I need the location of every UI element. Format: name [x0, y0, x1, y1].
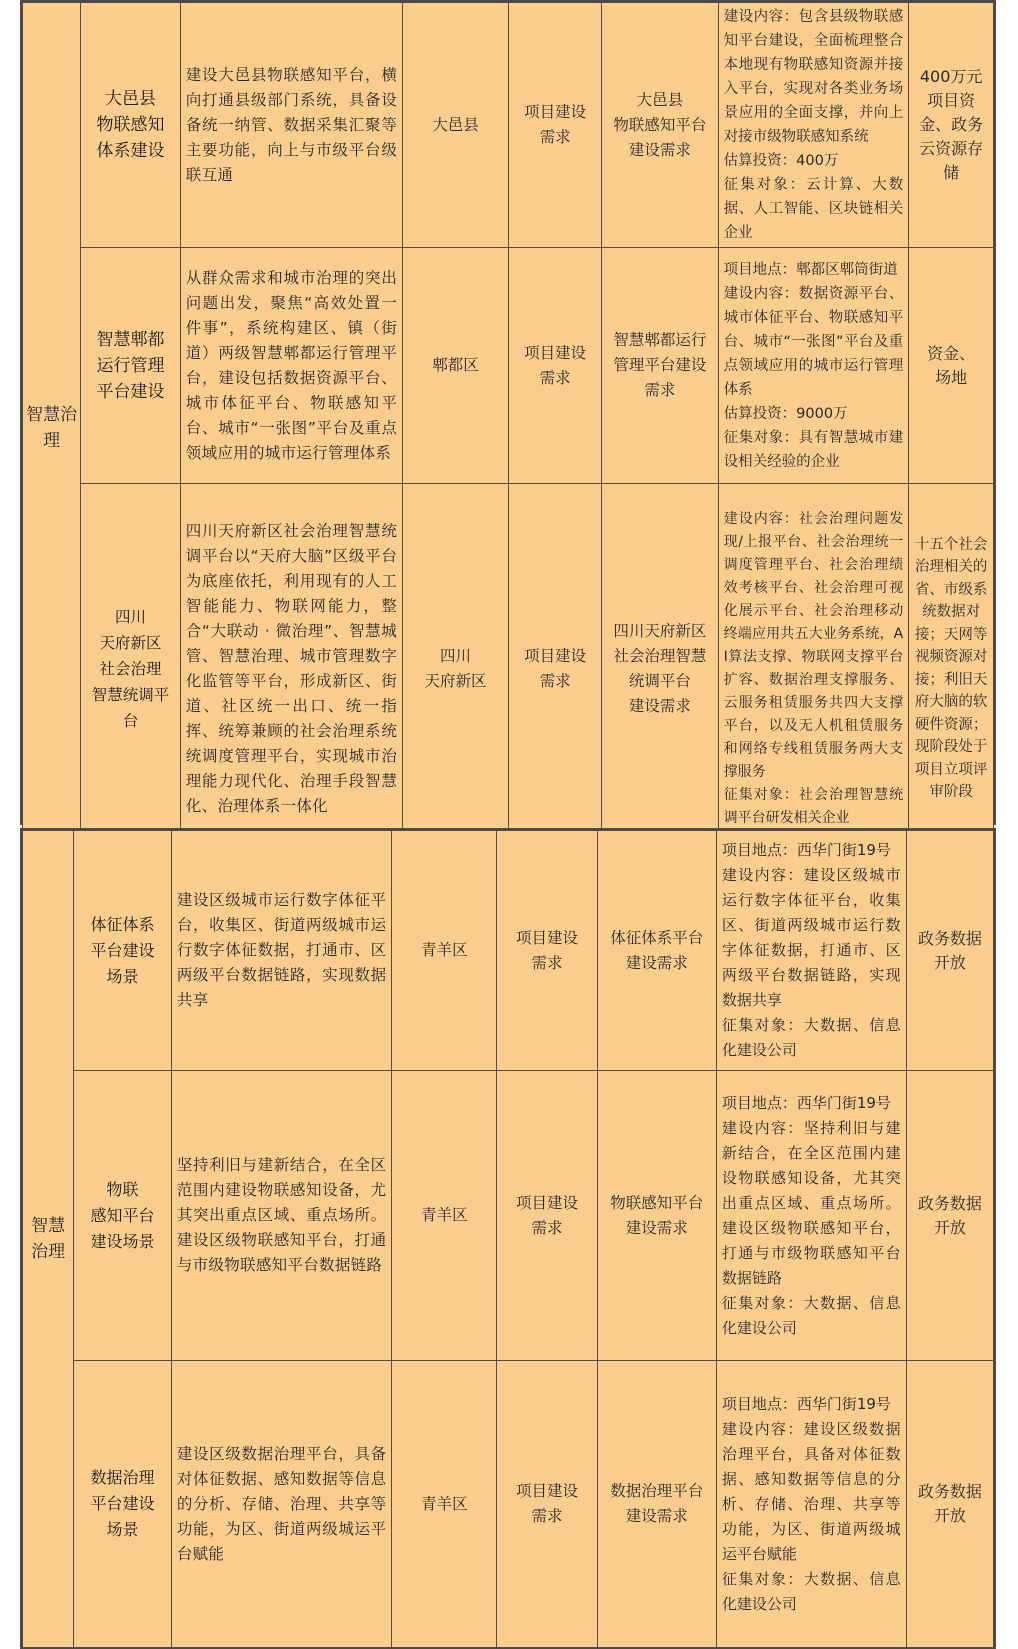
project-name: 数据治理 平台建设 场景 [74, 1361, 172, 1648]
project-type: 项目建设 需求 [509, 248, 602, 484]
project-description: 建设大邑县物联感知平台，横向打通县级部门系统，具备设备统一纳管、数据采集汇聚等主要功能，向上与市级平台级联互通 [180, 3, 402, 248]
project-area: 四川 天府新区 [403, 484, 509, 854]
table-2 [22, 830, 994, 1648]
project-type: 项目建设 需求 [509, 484, 602, 854]
category-cell: 智慧治理 [23, 3, 81, 854]
project-type: 项目建设 需求 [497, 1071, 598, 1361]
project-type: 项目建设 需求 [509, 3, 602, 248]
project-need: 智慧郫都运行 管理平台建设 需求 [602, 248, 718, 484]
project-area: 郫都区 [403, 248, 509, 484]
project-resource: 政务数据 开放 [906, 1361, 993, 1648]
table-1 [22, 2, 994, 854]
project-detail: 建设内容：社会治理问题发现/上报平台、社会治理统一调度管理平台、社会治理绩效考核平台、社会治理可视化展示平台、社会治理移动终端应用共五大业务系统，AI算法支撑、物联网支撑平台扩容、数据治理支撑服务、云服务租赁服务共四大支撑平台，以及无人机租赁服务和网络专线租赁服务两大支撑服务 征集对象：社会治理智慧统调平台研发相关企业 [718, 484, 909, 854]
project-table-1 [20, 0, 996, 825]
table-row [23, 1071, 994, 1361]
project-need: 物联感知平台 建设需求 [597, 1071, 716, 1361]
table-row [23, 248, 994, 484]
project-area: 大邑县 [403, 3, 509, 248]
project-type: 项目建设 需求 [497, 1361, 598, 1648]
project-description: 坚持利旧与建新结合，在全区范围内建设物联感知设备，尤其突出重点区域、重点场所。建设区级物联感知平台，打通与市级物联感知平台数据链路 [171, 1071, 392, 1361]
project-name: 大邑县 物联感知 体系建设 [81, 3, 181, 248]
table-row [23, 3, 994, 248]
project-detail: 项目地点：西华门街19号 建设内容：建设区级城市运行数字体征平台，收集区、街道两级城市运行数字体征数据，打通市、区两级平台数据链路，实现数据共享 征集对象：大数据、信息化建设公司 [716, 831, 906, 1071]
project-description: 建设区级数据治理平台，具备对体征数据、感知数据等信息的分析、存储、治理、共享等功能，为区、街道两级城运平台赋能 [171, 1361, 392, 1648]
project-name: 体征体系 平台建设 场景 [74, 831, 172, 1071]
project-area: 青羊区 [392, 1361, 497, 1648]
project-detail: 建设内容：包含县级物联感知平台建设，全面梳理整合本地现有物联感知资源并接入平台，实现对各类业务场景应用的全面支撑，并向上对接市级物联感知系统 估算投资：400万 征集对象：云计算、大数据、人工智能、区块链相关企业 [718, 3, 909, 248]
project-detail: 项目地点：西华门街19号 建设内容：建设区级数据治理平台，具备对体征数据、感知数据等信息的分析、存储、治理、共享等功能，为区、街道两级城运平台赋能 征集对象：大数据、信息化建设公司 [716, 1361, 906, 1648]
project-need: 四川天府新区 社会治理智慧 统调平台 建设需求 [602, 484, 718, 854]
project-name: 四川 天府新区 社会治理 智慧统调平台 [81, 484, 181, 854]
project-need: 体征体系平台 建设需求 [597, 831, 716, 1071]
project-resource: 政务数据 开放 [906, 1071, 993, 1361]
project-resource: 政务数据 开放 [906, 831, 993, 1071]
table-row [23, 1361, 994, 1648]
category-cell: 智慧 治理 [23, 831, 74, 1648]
project-area: 青羊区 [392, 1071, 497, 1361]
project-description: 从群众需求和城市治理的突出问题出发，聚焦“高效处置一件事”，系统构建区、镇（街道）两级智慧郫都运行管理平台，建设包括数据资源平台、城市体征平台、物联感知平台、城市“一张图”平台及重点领域应用的城市运行管理体系 [180, 248, 402, 484]
project-name: 智慧郫都 运行管理 平台建设 [81, 248, 181, 484]
project-need: 大邑县 物联感知平台 建设需求 [602, 3, 718, 248]
project-resource: 400万元项目资金、政务云资源存储 [909, 3, 994, 248]
project-detail: 项目地点：郫都区郫筒街道 建设内容：数据资源平台、城市体征平台、物联感知平台、城市“一张图”平台及重点领域应用的城市运行管理体系 估算投资：9000万 征集对象：具有智慧城市建设相关经验的企业 [718, 248, 909, 484]
project-type: 项目建设 需求 [497, 831, 598, 1071]
project-area: 青羊区 [392, 831, 497, 1071]
project-detail: 项目地点：西华门街19号 建设内容：坚持利旧与建新结合，在全区范围内建设物联感知设备，尤其突出重点区域、重点场所。建设区级物联感知平台，打通与市级物联感知平台数据链路 征集对象：大数据、信息化建设公司 [716, 1071, 906, 1361]
table-row [23, 831, 994, 1071]
project-need: 数据治理平台 建设需求 [597, 1361, 716, 1648]
project-name: 物联 感知平台 建设场景 [74, 1071, 172, 1361]
project-description: 四川天府新区社会治理智慧统调平台以“天府大脑”区级平台为底座依托，利用现有的人工智能能力、物联网能力，整合“大联动 · 微治理”、智慧城管、智慧治理、城市管理数字化监管等平台，形成新区、街道、社区统一出口、统一指挥、统筹兼顾的社会治理系统统调度管理平台，实现城市治理能力现代化、治理手段智慧化、治理体系一体化 [180, 484, 402, 854]
project-resource: 资金、 场地 [909, 248, 994, 484]
project-description: 建设区级城市运行数字体征平台，收集区、街道两级城市运行数字体征数据，打通市、区两级平台数据链路，实现数据共享 [171, 831, 392, 1071]
project-resource: 十五个社会治理相关的省、市级系统数据对接；天网等视频资源对接；利旧天府大脑的软硬件资源；现阶段处于项目立项评审阶段 [909, 484, 994, 854]
project-table-2 [20, 828, 996, 1649]
table-row [23, 484, 994, 854]
